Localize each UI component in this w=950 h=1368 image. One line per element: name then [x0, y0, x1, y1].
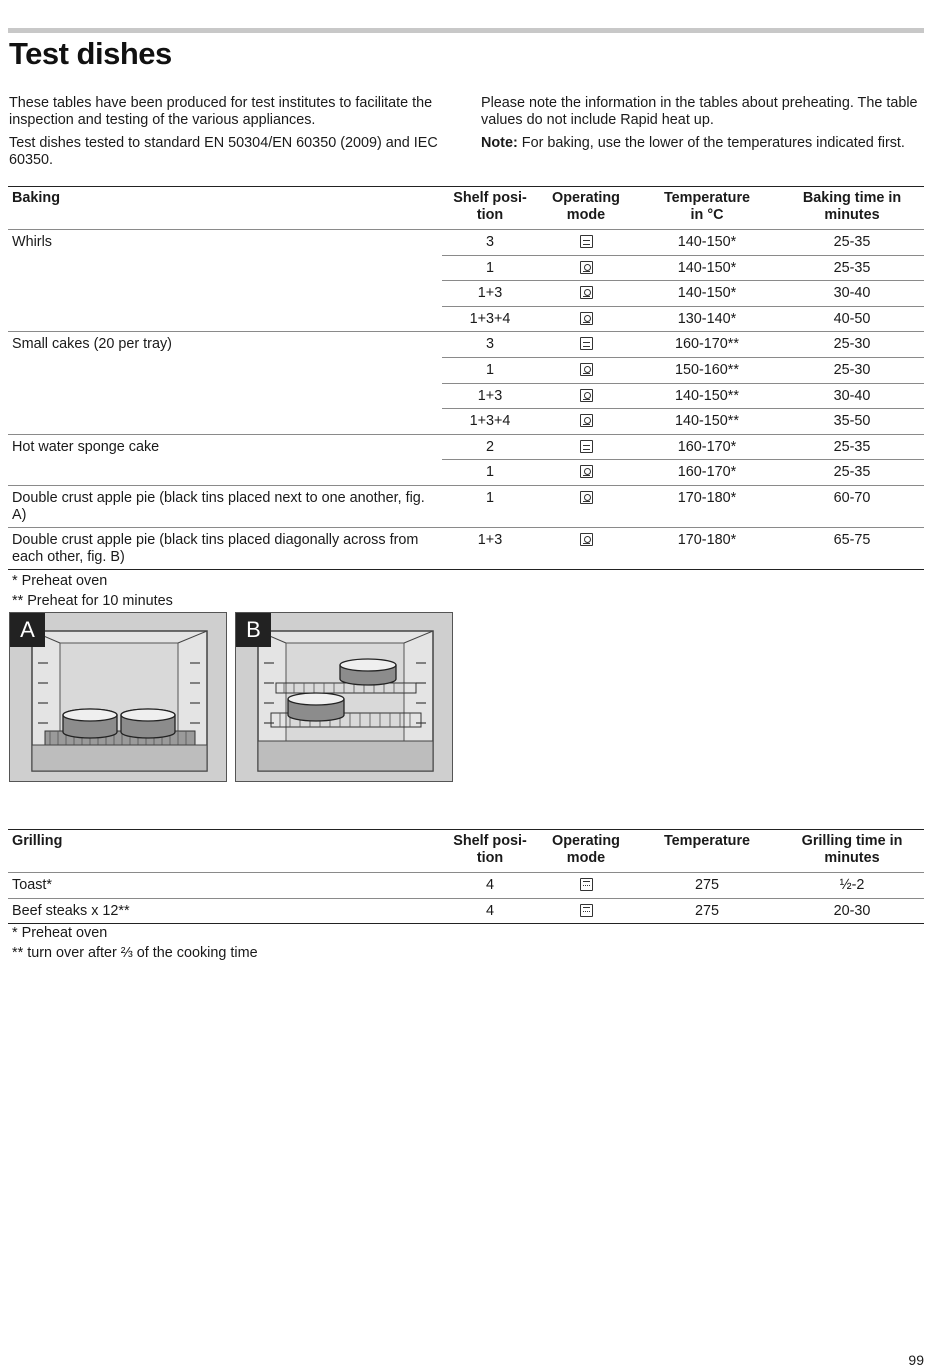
- shelf-position: 3: [442, 230, 538, 256]
- temperature: 130-140*: [634, 306, 780, 332]
- intro-left: [9, 95, 454, 175]
- hot-air-icon: [580, 312, 593, 325]
- figure-b-oven-illustration: [235, 612, 453, 782]
- mode-cell: [538, 528, 634, 570]
- full-width-grill-icon: [580, 878, 593, 891]
- mode-cell: [538, 485, 634, 527]
- hot-air-icon: [580, 414, 593, 427]
- grilling-time: 20-30: [780, 898, 924, 924]
- mode-cell: [538, 255, 634, 281]
- hot-air-icon: [580, 389, 593, 402]
- table-row: [8, 434, 924, 460]
- footnote: ** Preheat for 10 minutes: [12, 593, 173, 609]
- dish-name: Whirls: [8, 230, 442, 332]
- temperature: 140-150*: [634, 281, 780, 307]
- mode-cell: [538, 306, 634, 332]
- baking-time: 25-30: [780, 357, 924, 383]
- grilling-time: ½-2: [780, 873, 924, 899]
- dish-name: Hot water sponge cake: [8, 434, 442, 485]
- baking-header-row: [8, 187, 924, 230]
- dish-name: Beef steaks x 12**: [8, 898, 442, 924]
- figure-a-oven-illustration: [9, 612, 227, 782]
- mode-cell: [538, 873, 634, 899]
- dish-name: Double crust apple pie (black tins placed next to one another, fig. A): [8, 485, 442, 527]
- table-row: [8, 332, 924, 358]
- mode-cell: [538, 332, 634, 358]
- baking-time: 30-40: [780, 281, 924, 307]
- intro-paragraph: These tables have been produced for test institutes to facilitate the inspection and testing of the various appliances.: [9, 95, 433, 128]
- page-number: 99: [908, 1352, 924, 1368]
- shelf-position: 1+3+4: [442, 409, 538, 435]
- page-title: Test dishes: [9, 36, 172, 71]
- dish-name: Toast*: [8, 873, 442, 899]
- hot-air-icon: [580, 363, 593, 376]
- conventional-heat-icon: [580, 235, 593, 248]
- baking-time: 25-35: [780, 230, 924, 256]
- header-temperature: Temperature in °C: [634, 187, 780, 230]
- table-row: [8, 230, 924, 256]
- shelf-position: 4: [442, 898, 538, 924]
- temperature: 140-150**: [634, 409, 780, 435]
- conventional-heat-icon: [580, 337, 593, 350]
- header-mode: Operating mode: [538, 187, 634, 230]
- note-paragraph: [481, 135, 926, 152]
- shelf-position: 1+3: [442, 528, 538, 570]
- baking-time: 40-50: [780, 306, 924, 332]
- footnote: ** turn over after ⅔ of the cooking time: [12, 945, 258, 961]
- header-shelf: Shelf posi- tion: [442, 187, 538, 230]
- figure-label: B: [236, 613, 271, 647]
- hot-air-icon: [580, 533, 593, 546]
- temperature: 140-150*: [634, 255, 780, 281]
- baking-time: 35-50: [780, 409, 924, 435]
- table-row: [8, 528, 924, 570]
- header-baking: Baking: [8, 187, 442, 230]
- full-width-grill-icon: [580, 904, 593, 917]
- baking-time: 65-75: [780, 528, 924, 570]
- mode-cell: [538, 434, 634, 460]
- header-shelf: Shelf posi- tion: [442, 830, 538, 873]
- shelf-position: 1: [442, 485, 538, 527]
- baking-time: 25-35: [780, 460, 924, 486]
- hot-air-icon: [580, 465, 593, 478]
- shelf-position: 1+3: [442, 281, 538, 307]
- dish-name: Small cakes (20 per tray): [8, 332, 442, 434]
- shelf-position: 1+3+4: [442, 306, 538, 332]
- mode-cell: [538, 357, 634, 383]
- grilling-table: [8, 829, 924, 924]
- temperature: 160-170**: [634, 332, 780, 358]
- baking-time: 30-40: [780, 383, 924, 409]
- mode-cell: [538, 383, 634, 409]
- temperature: 140-150*: [634, 230, 780, 256]
- dish-name: Double crust apple pie (black tins placed diagonally across from each other, fig. B): [8, 528, 442, 570]
- shelf-position: 2: [442, 434, 538, 460]
- mode-cell: [538, 898, 634, 924]
- baking-footnotes: [12, 571, 173, 611]
- table-row: [8, 873, 924, 899]
- figure-label: A: [10, 613, 45, 647]
- shelf-position: 4: [442, 873, 538, 899]
- temperature: 150-160**: [634, 357, 780, 383]
- footnote: * Preheat oven: [12, 925, 108, 941]
- temperature: 140-150**: [634, 383, 780, 409]
- shelf-position: 3: [442, 332, 538, 358]
- note-label: Note:: [481, 135, 518, 152]
- header-grilling: Grilling: [8, 830, 442, 873]
- intro-right: [481, 95, 926, 159]
- baking-time: 60-70: [780, 485, 924, 527]
- intro-paragraph: Please note the information in the tables about preheating. The table values do not include Rapid heat up.: [481, 95, 918, 128]
- mode-cell: [538, 409, 634, 435]
- grilling-header-row: [8, 830, 924, 873]
- header-mode: Operating mode: [538, 830, 634, 873]
- temperature: 170-180*: [634, 485, 780, 527]
- mode-cell: [538, 281, 634, 307]
- top-rule: [8, 28, 924, 33]
- temperature: 275: [634, 873, 780, 899]
- mode-cell: [538, 230, 634, 256]
- baking-table: [8, 186, 924, 570]
- shelf-position: 1: [442, 460, 538, 486]
- temperature: 160-170*: [634, 460, 780, 486]
- temperature: 275: [634, 898, 780, 924]
- table-row: [8, 898, 924, 924]
- temperature: 170-180*: [634, 528, 780, 570]
- hot-air-icon: [580, 286, 593, 299]
- conventional-heat-icon: [580, 440, 593, 453]
- hot-air-icon: [580, 491, 593, 504]
- header-grilling-time: Grilling time in minutes: [780, 830, 924, 873]
- header-baking-time: Baking time in minutes: [780, 187, 924, 230]
- baking-time: 25-30: [780, 332, 924, 358]
- temperature: 160-170*: [634, 434, 780, 460]
- baking-time: 25-35: [780, 255, 924, 281]
- mode-cell: [538, 460, 634, 486]
- footnote: * Preheat oven: [12, 573, 108, 589]
- intro-paragraph: Test dishes tested to standard EN 50304/EN 60350 (2009) and IEC 60350.: [9, 135, 438, 168]
- header-temperature: Temperature: [634, 830, 780, 873]
- baking-time: 25-35: [780, 434, 924, 460]
- table-row: [8, 485, 924, 527]
- shelf-position: 1: [442, 255, 538, 281]
- grilling-footnotes: [12, 923, 258, 963]
- hot-air-icon: [580, 261, 593, 274]
- note-text: For baking, use the lower of the temperatures indicated first.: [517, 135, 905, 152]
- shelf-position: 1+3: [442, 383, 538, 409]
- shelf-position: 1: [442, 357, 538, 383]
